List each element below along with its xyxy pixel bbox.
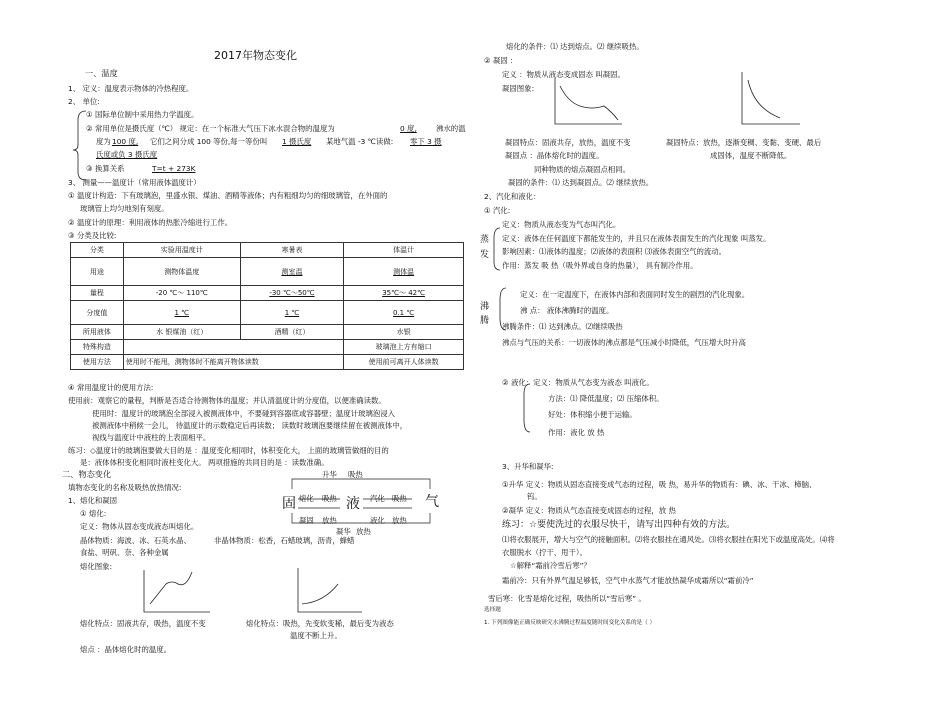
table-cell: 35℃～ 42℃: [344, 286, 464, 301]
vaporization-label: 汽化: [370, 494, 385, 503]
melting-definition: 定义：物体从固态变成液态叫熔化。: [80, 522, 199, 531]
melt-solidify-heading: 1、熔化和凝固: [68, 496, 118, 505]
vaporize-definition: 定义：物质从液态变为气态叫汽化。: [502, 220, 621, 229]
evaporation-definition: 定义：液体在任何温度下都能发生的，并且只在液体表面发生的汽化现象 叫蒸发。: [502, 234, 771, 243]
table-cell: 酒精（红）: [240, 325, 343, 340]
table-header-cell: 实验用温度计: [123, 243, 240, 258]
classification-heading: ③ 分类及比较:: [68, 231, 117, 240]
temp-unit-heading: 2、 单位:: [68, 97, 100, 106]
crystal-list: 晶体物质：海波、冰、石英水晶、: [80, 536, 191, 545]
temp-definition: 1、 定义：温度表示物体的冷热程度。: [68, 84, 194, 93]
melting-label: 熔化: [299, 494, 314, 503]
sublimation-label: 升华: [322, 470, 337, 479]
same-point-note: 同种物质的熔点凝固点相同。: [534, 165, 631, 174]
practice-2: 是：液体体积变化相同时液柱变化大。 两项措施的共同目的是 ：读数准确。: [80, 458, 329, 467]
table-header-cell: 寒暑表: [240, 243, 343, 258]
page-title: 2017年物态变化: [214, 49, 297, 62]
multiple-choice-heading: 选择题: [484, 607, 501, 613]
table-cell: 0.1 ℃: [344, 301, 464, 325]
sublimation-heat: 吸热: [348, 470, 363, 479]
solidify-feature-noncrystal: 凝固特点：放热，逐渐变稠、变黏、变硬、最后: [666, 138, 822, 147]
solidify-definition: 定义 ：物质从液态变成固态 叫凝固。: [502, 70, 625, 79]
solid-label: 固: [282, 496, 296, 512]
liquefy-definition: ② 液化：定义：物质从气态变为液态 叫液化。: [502, 378, 654, 387]
one-celsius: 1 摄氏度: [282, 137, 312, 146]
evaporation-factors: 影响因素：⑴液体的温度；⑵液体的表面积 ⑶液体表面空气的流动。: [502, 247, 727, 256]
boiling-condition: 沸腾条件：⑴ 达到沸点。⑵继续吸热: [502, 322, 623, 331]
boiling-definition: 定义：在一定温度下，在液体内部和表面同时发生的剧烈的汽化现象。: [520, 290, 750, 299]
sublimation-heading: 3、升华和凝华:: [502, 462, 554, 471]
solidify-heading: ② 凝固 :: [484, 56, 513, 65]
table-cell: 使用前可离开人体读数: [344, 355, 464, 370]
table-cell: 分度值: [71, 301, 124, 325]
noncrystal-list: 非晶体物质：松香，石蜡玻璃，沥青，蜂蜡: [214, 536, 355, 545]
solidify-condition: 凝固的条件：⑴ 达到凝固点。⑵ 继续放热。: [508, 178, 654, 187]
melting-point: 熔点 ：晶体熔化时的温度。: [80, 645, 172, 654]
vaporization-heat: 吸热: [392, 494, 407, 503]
minus-three: 某地气温 -3 ℃读做:: [326, 137, 394, 146]
table-cell: 1 ℃: [123, 301, 240, 325]
vaporize-heading: ① 汽化:: [484, 206, 511, 215]
evaporation-effect: 作用：蒸发 吸 热（吸外界或自身的热量）， 具有制冷作用。: [502, 261, 698, 270]
table-cell: 1 ℃: [240, 301, 343, 325]
frost-explanation: 霜前冷：只有外界气温足够低，空气中水蒸气才能放热凝华成霜所以“霜前冷”: [502, 576, 754, 585]
table-header-cell: 分类: [71, 243, 124, 258]
thermometer-structure: ① 温度计构造：下有玻璃泡，里盛水银、煤油、酒精等液体；内有粗细均匀的细玻璃管，在外面的: [68, 191, 388, 200]
boiling-point: 沸 点： 液体沸腾时的温度。: [520, 306, 614, 315]
solidify-graph-label: 凝固图象:: [502, 84, 535, 93]
measure-heading: 3、 测量——温度计（常用液体温度计）: [68, 178, 201, 187]
unit-celsius: ② 常用单位是摄氏度（℃） 规定：在一个标准大气压下冰水混合物的温度为: [86, 124, 335, 133]
usage-during-3: 视线与温度计中液柱的上表面相平。: [92, 433, 211, 442]
melting-feature-noncrystal: 熔化特点：吸热，先变软变稀，最后变为液态: [246, 619, 394, 628]
hundred-degree: 100 度,: [112, 137, 139, 146]
deposition-heat: 放热: [356, 527, 371, 536]
usage-during: 使用时：温度计的玻璃泡全部浸入被测液体中，不要碰到容器底或容器壁；温度计玻璃泡浸入: [92, 409, 396, 418]
table-cell: 特殊构造: [71, 340, 124, 355]
table-header-cell: 体温计: [344, 243, 464, 258]
table-cell: -20 ℃～ 110℃: [123, 286, 240, 301]
table-cell: 测室温: [240, 258, 343, 286]
table-cell: 量程: [71, 286, 124, 301]
boiling-label-2: 腾: [480, 316, 490, 326]
practice-1: 练习：◇温度计的玻璃泡要做大目的是 ：温度变化相同时，体积变化大， 上面的玻璃管做细的目的: [68, 446, 389, 455]
thermometer-structure-2: 玻璃管上均匀地刻有刻度。: [80, 204, 169, 213]
sublimation-definition-2: 钨。: [527, 492, 542, 501]
multiple-choice-question: 1. 下列图像能正确反映研究水沸腾过程温度随时间变化关系的是（ ）: [484, 620, 656, 626]
table-cell: 使用时不能甩，测物体时不能离开物体读数: [123, 355, 343, 370]
table-cell: 使用方法: [71, 355, 124, 370]
solidification-heat: 放热: [322, 516, 337, 525]
solidify-feature-noncrystal-2: 成固体，温度不断降低。: [710, 151, 792, 160]
usage-during-2: 被测液体中稍候一会儿， 待温度计的示数稳定后再读数； 读数时玻璃泡要继续留在被测液体中，: [92, 421, 408, 430]
table-cell: 测体温: [344, 258, 464, 286]
solidify-feature-crystal: 凝固特点：固液共存，放热，温度不变: [505, 138, 631, 147]
divide-text: 它们之间分成 100 等份,每一等份叫: [150, 137, 268, 146]
table-cell: 水 银煤油（红）: [123, 325, 240, 340]
crystal-list-2: 食盐、明矾、奈、各种金属: [80, 548, 169, 557]
minus-three-read-2: 氏度或负 3 摄氏度: [96, 150, 158, 159]
thermometer-principle: ② 温度计的原理：利用液体的热胀冷缩进行工作。: [68, 218, 233, 227]
evaporation-label-1: 蒸: [480, 235, 490, 245]
usage-heading: ④ 常用温度计的使用方法:: [68, 383, 154, 392]
liquefy-effect: 作用：液化 放 热: [548, 428, 605, 437]
conversion-formula: T=t + 273K: [152, 164, 196, 173]
table-cell: -30 ℃～50℃: [240, 286, 343, 301]
solidification-label: 凝固: [299, 516, 314, 525]
table-cell: 所用液体: [71, 325, 124, 340]
table-cell: 测物体温度: [123, 258, 240, 286]
melting-graph-label: 熔化图象:: [80, 562, 113, 571]
practice-answer-1: ⑴将衣服展开，增大与空气的接触面积。⑵将衣服挂在通风处。⑶将衣服挂在阳光下或温度高处。⑷将: [502, 535, 835, 544]
liquefy-methods: 方法：⑴ 降低温度；⑵ 压缩体积。: [548, 394, 664, 403]
freezing-point: 凝固点 ：晶体熔化时的温度。: [505, 151, 604, 160]
liquefy-benefit: 好处：体积缩小便于运输。: [548, 410, 637, 419]
melting-feature-noncrystal-2: 温度不断上升。: [290, 631, 342, 640]
melting-condition: 熔化的条件：⑴ 达到熔点。⑵ 继续吸热。: [506, 42, 644, 51]
deposition-definition: ②凝华 定义：物质从气态直接变成固态的过程，放 热: [502, 506, 676, 515]
evaporation-label-2: 发: [480, 250, 490, 260]
unit-kelvin: ① 国际单位制中采用热力学温度。: [86, 110, 199, 119]
section-state-change-heading: 二、物态变化: [62, 469, 112, 479]
liquefaction-heat: 放热: [392, 516, 407, 525]
boiling-text: 沸水的温: [436, 124, 466, 133]
section-temperature-heading: 一、温度: [85, 68, 118, 78]
conversion-label: ③ 换算关系: [86, 164, 125, 173]
practice-heading: 练习：☆要使洗过的衣服尽快干，请写出四种有效的方法。: [502, 520, 736, 530]
snow-explanation: 雪后寒：化雪是熔化过程，吸热所以“雪后寒” 。: [488, 594, 646, 603]
vaporize-liquefy-heading: 2、汽化和液化：: [484, 192, 541, 201]
practice-question-2: ☆解释“霜前冷雪后寒”？: [510, 561, 591, 570]
boiling-label-1: 沸: [480, 302, 490, 312]
deposition-label: 凝华: [336, 527, 351, 536]
liquid-label: 液: [346, 496, 360, 512]
zero-degree: 0 度,: [400, 124, 417, 133]
table-cell: 水银: [344, 325, 464, 340]
usage-before: 使用前：观察它的量程，判断是否适合待测物体的温度；并认清温度计的分度值，以便准确读数。: [68, 396, 386, 405]
melting-heat: 吸热: [322, 494, 337, 503]
liquefaction-label: 液化: [370, 516, 385, 525]
gas-label: 气: [425, 494, 439, 510]
minus-three-read: 零下 3 摄: [410, 137, 442, 146]
degree-text: 度为: [96, 137, 111, 146]
boiling-pressure: 沸点与气压的关系：一切液体的沸点都是气压减小时降低，气压增大时升高: [502, 338, 746, 347]
melting-feature-crystal: 熔化特点：固液共存，吸热，温度不变: [80, 619, 206, 628]
sublimation-definition: ①升华 定义：物质从固态直接变成气态的过程，吸 热，易升华的物质有：碘、冰、干冰、樟脑、: [502, 480, 817, 489]
practice-answer-2: 衣服脱水（拧干、甩干）。: [502, 548, 587, 557]
melting-heading: ① 熔化:: [80, 509, 107, 518]
table-cell: 用途: [71, 258, 124, 286]
fill-instruction: 填物态变化的名称及吸热放热情况:: [68, 483, 182, 492]
table-cell: 玻璃泡上方有缩口: [344, 340, 464, 355]
